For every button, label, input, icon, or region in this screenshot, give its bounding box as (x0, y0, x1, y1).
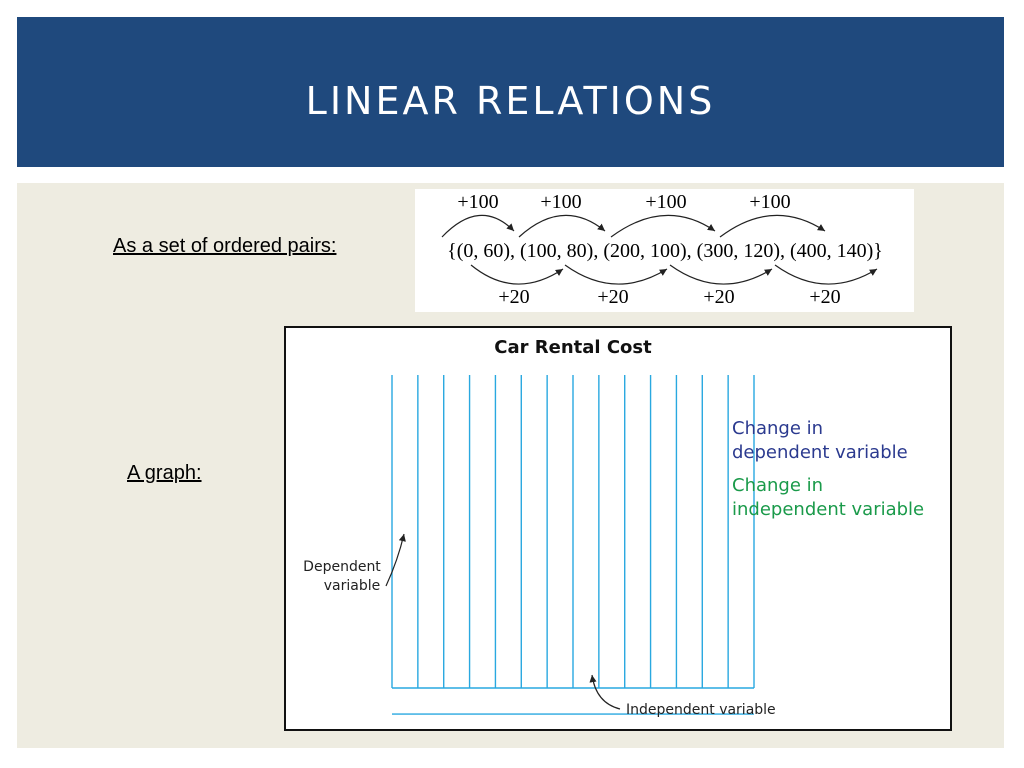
bottom-arrow-4 (775, 265, 877, 284)
data-marks (386, 534, 755, 729)
ordered-pairs-svg (415, 189, 914, 312)
graph-label: A graph: (127, 462, 202, 484)
chart-title: Car Rental Cost (494, 337, 652, 358)
grid (392, 375, 754, 729)
top-arrow-1 (442, 215, 514, 237)
top-arrow-4 (720, 215, 825, 237)
dependent-variable-note-line1: Dependent (303, 559, 381, 575)
dependent-change-label-line2: dependent variable (732, 442, 908, 463)
dependent-change-label-line1: Change in (732, 418, 824, 439)
ordered-pairs-expression: {(0, 60), (100, 80), (200, 100), (300, 120), (400, 140)} (447, 240, 883, 262)
bottom-arrow-1 (471, 265, 563, 284)
independent-variable-pointer (592, 675, 620, 709)
bottom-arrow-2 (565, 265, 667, 284)
dependent-variable-note-line2: variable (323, 578, 381, 594)
title-banner (17, 17, 1004, 167)
top-change-1: +100 (457, 191, 499, 213)
top-change-4: +100 (749, 191, 791, 213)
independent-change-label-line1: Change in (732, 475, 824, 496)
bottom-change-2: +20 (597, 286, 629, 308)
bottom-change-4: +20 (809, 286, 841, 308)
top-arrow-2 (519, 215, 605, 237)
top-arrow-3 (611, 215, 715, 237)
top-change-3: +100 (645, 191, 687, 213)
chart-text (303, 337, 924, 729)
independent-variable-note: Independent variable (626, 702, 776, 718)
slide-title: LINEAR RELATIONS (305, 79, 716, 123)
ordered-pairs-label: As a set of ordered pairs: (113, 235, 337, 257)
car-rental-chart (286, 328, 950, 729)
top-change-2: +100 (540, 191, 582, 213)
bottom-arrow-3 (670, 265, 772, 284)
bottom-change-1: +20 (498, 286, 530, 308)
dependent-variable-pointer (386, 534, 404, 586)
independent-change-label-line2: independent variable (732, 499, 925, 520)
ordered-pairs-figure (415, 189, 914, 312)
bottom-change-3: +20 (703, 286, 735, 308)
graph-figure (284, 326, 952, 731)
